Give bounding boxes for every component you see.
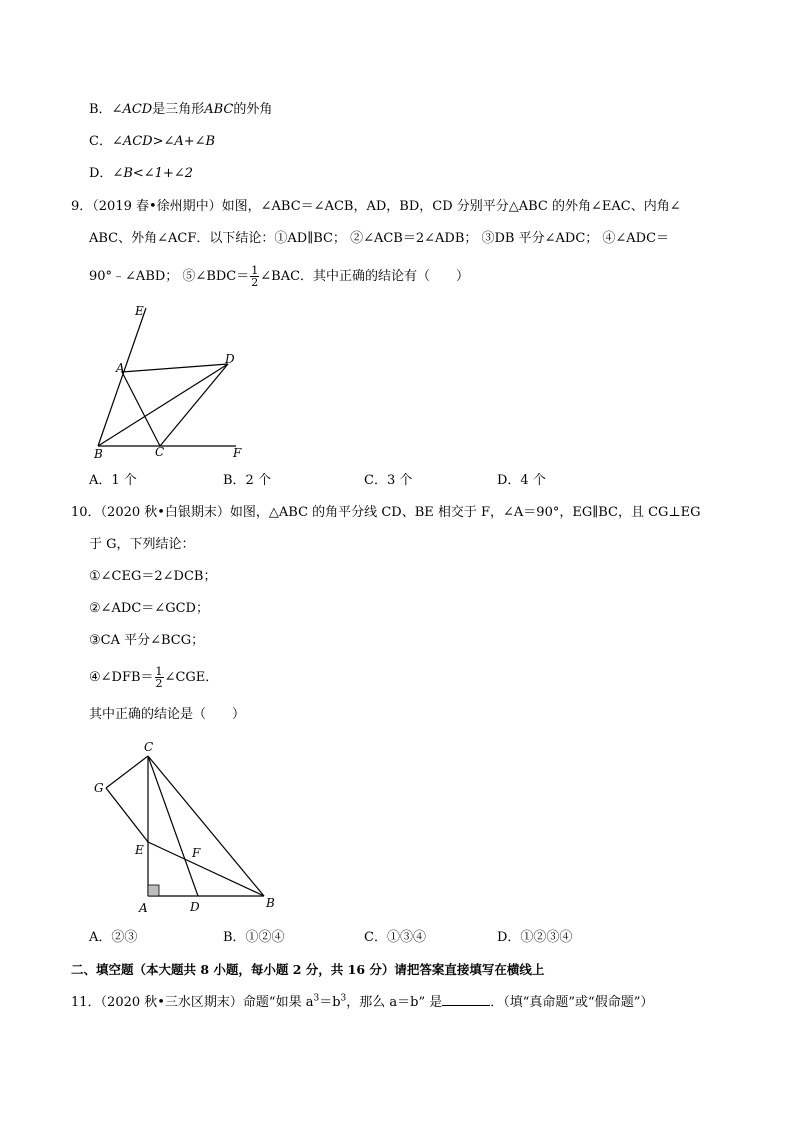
q10-conclusion-4: ④∠DFB＝ $\frac{1}{2}$ ∠CGE．	[89, 665, 219, 690]
q10-figure	[88, 736, 288, 921]
q10-option-b: B．①②④	[223, 930, 285, 945]
q10-line2: 于 G，下列结论：	[89, 537, 195, 552]
q10-option-c: C．①③④	[364, 930, 426, 945]
q8-option-d: D．∠B<∠1+∠2	[89, 166, 193, 181]
q10-label-d: D	[190, 900, 200, 914]
q8-option-c: C．∠ACD>∠A+∠B	[89, 134, 216, 149]
q9-segment-cd	[160, 364, 228, 446]
q9-option-c: C．3 个	[364, 473, 413, 488]
q10-conclusion-3: ③CA 平分∠BCG；	[89, 633, 205, 648]
q9-option-d: D．4 个	[497, 473, 546, 488]
q10-segment-cd	[148, 756, 198, 896]
q9-label-f: F	[233, 446, 242, 460]
q8-option-b: B．∠ACD是三角形ABC的外角	[89, 102, 273, 117]
q10-segment-cg	[106, 756, 148, 788]
q9-option-a: A．1 个	[89, 473, 137, 488]
q9-line1: 9．（2019 春•徐州期中）如图，∠ABC＝∠ACB，AD，BD，CD 分别平分△ABC 的外角∠EAC、内角∠	[71, 199, 681, 214]
q10-conclusion-1: ①∠CEG＝2∠DCB；	[89, 569, 217, 584]
q10-label-b: B	[266, 896, 275, 910]
q9-segment-bd	[98, 364, 228, 446]
q10-option-a: A．②③	[89, 930, 138, 945]
q10-question: 其中正确的结论是（ ）	[89, 707, 246, 722]
q10-segment-eb	[148, 842, 264, 896]
q9-fraction: $\frac{1}{2}$	[251, 264, 259, 289]
q11-line: 11．（2020 秋•三水区期末）命题“如果 $a^3=b^3$，那么 a＝b” 是 ．（填“真命题”或“假命题”）	[71, 993, 654, 1010]
q9-figure	[88, 300, 258, 465]
q9-line3: 90°﹣∠ABD； ⑤∠BDC＝ $\frac{1}{2}$ ∠BAC．其中正确的结论有（ ）	[89, 264, 470, 289]
q9-line2: ABC、外角∠ACF．以下结论：①AD∥BC； ②∠ACB＝2∠ADB； ③DB 平分∠ADC； ④∠ADC＝	[89, 231, 670, 246]
q9-segment-ad	[122, 364, 228, 372]
q10-right-angle-mark	[148, 885, 159, 896]
q10-segment-ge	[106, 788, 148, 842]
q9-segment-ray-be	[98, 308, 146, 446]
section-2-heading: 二、填空题（本大题共 8 小题，每小题 2 分，共 16 分）请把答案直接填写在横线上	[71, 962, 545, 977]
q10-option-d: D．①②③④	[497, 930, 573, 945]
q9-label-a: A	[116, 361, 125, 375]
q10-conclusion-2: ②∠ADC＝∠GCD；	[89, 601, 209, 616]
q9-label-b: B	[94, 447, 103, 461]
q9-segment-ac	[122, 372, 160, 446]
q9-label-e: E	[135, 304, 144, 318]
q9-label-c: C	[155, 445, 165, 459]
q10-label-f: F	[192, 846, 201, 860]
q11-answer-blank[interactable]	[442, 992, 490, 1006]
q10-fraction: $\frac{1}{2}$	[155, 665, 163, 690]
q10-line1: 10．（2020 秋•白银期末）如图，△ABC 的角平分线 CD、BE 相交于 F，∠A＝90°，EG∥BC，且 CG⊥EG	[71, 505, 701, 520]
q10-label-c: C	[144, 740, 154, 754]
q9-label-d: D	[225, 352, 235, 366]
q9-option-b: B．2 个	[223, 473, 271, 488]
q10-label-e: E	[135, 843, 144, 857]
q10-label-a: A	[139, 901, 148, 915]
q10-segment-cb	[148, 756, 264, 896]
q10-label-g: G	[94, 781, 104, 795]
